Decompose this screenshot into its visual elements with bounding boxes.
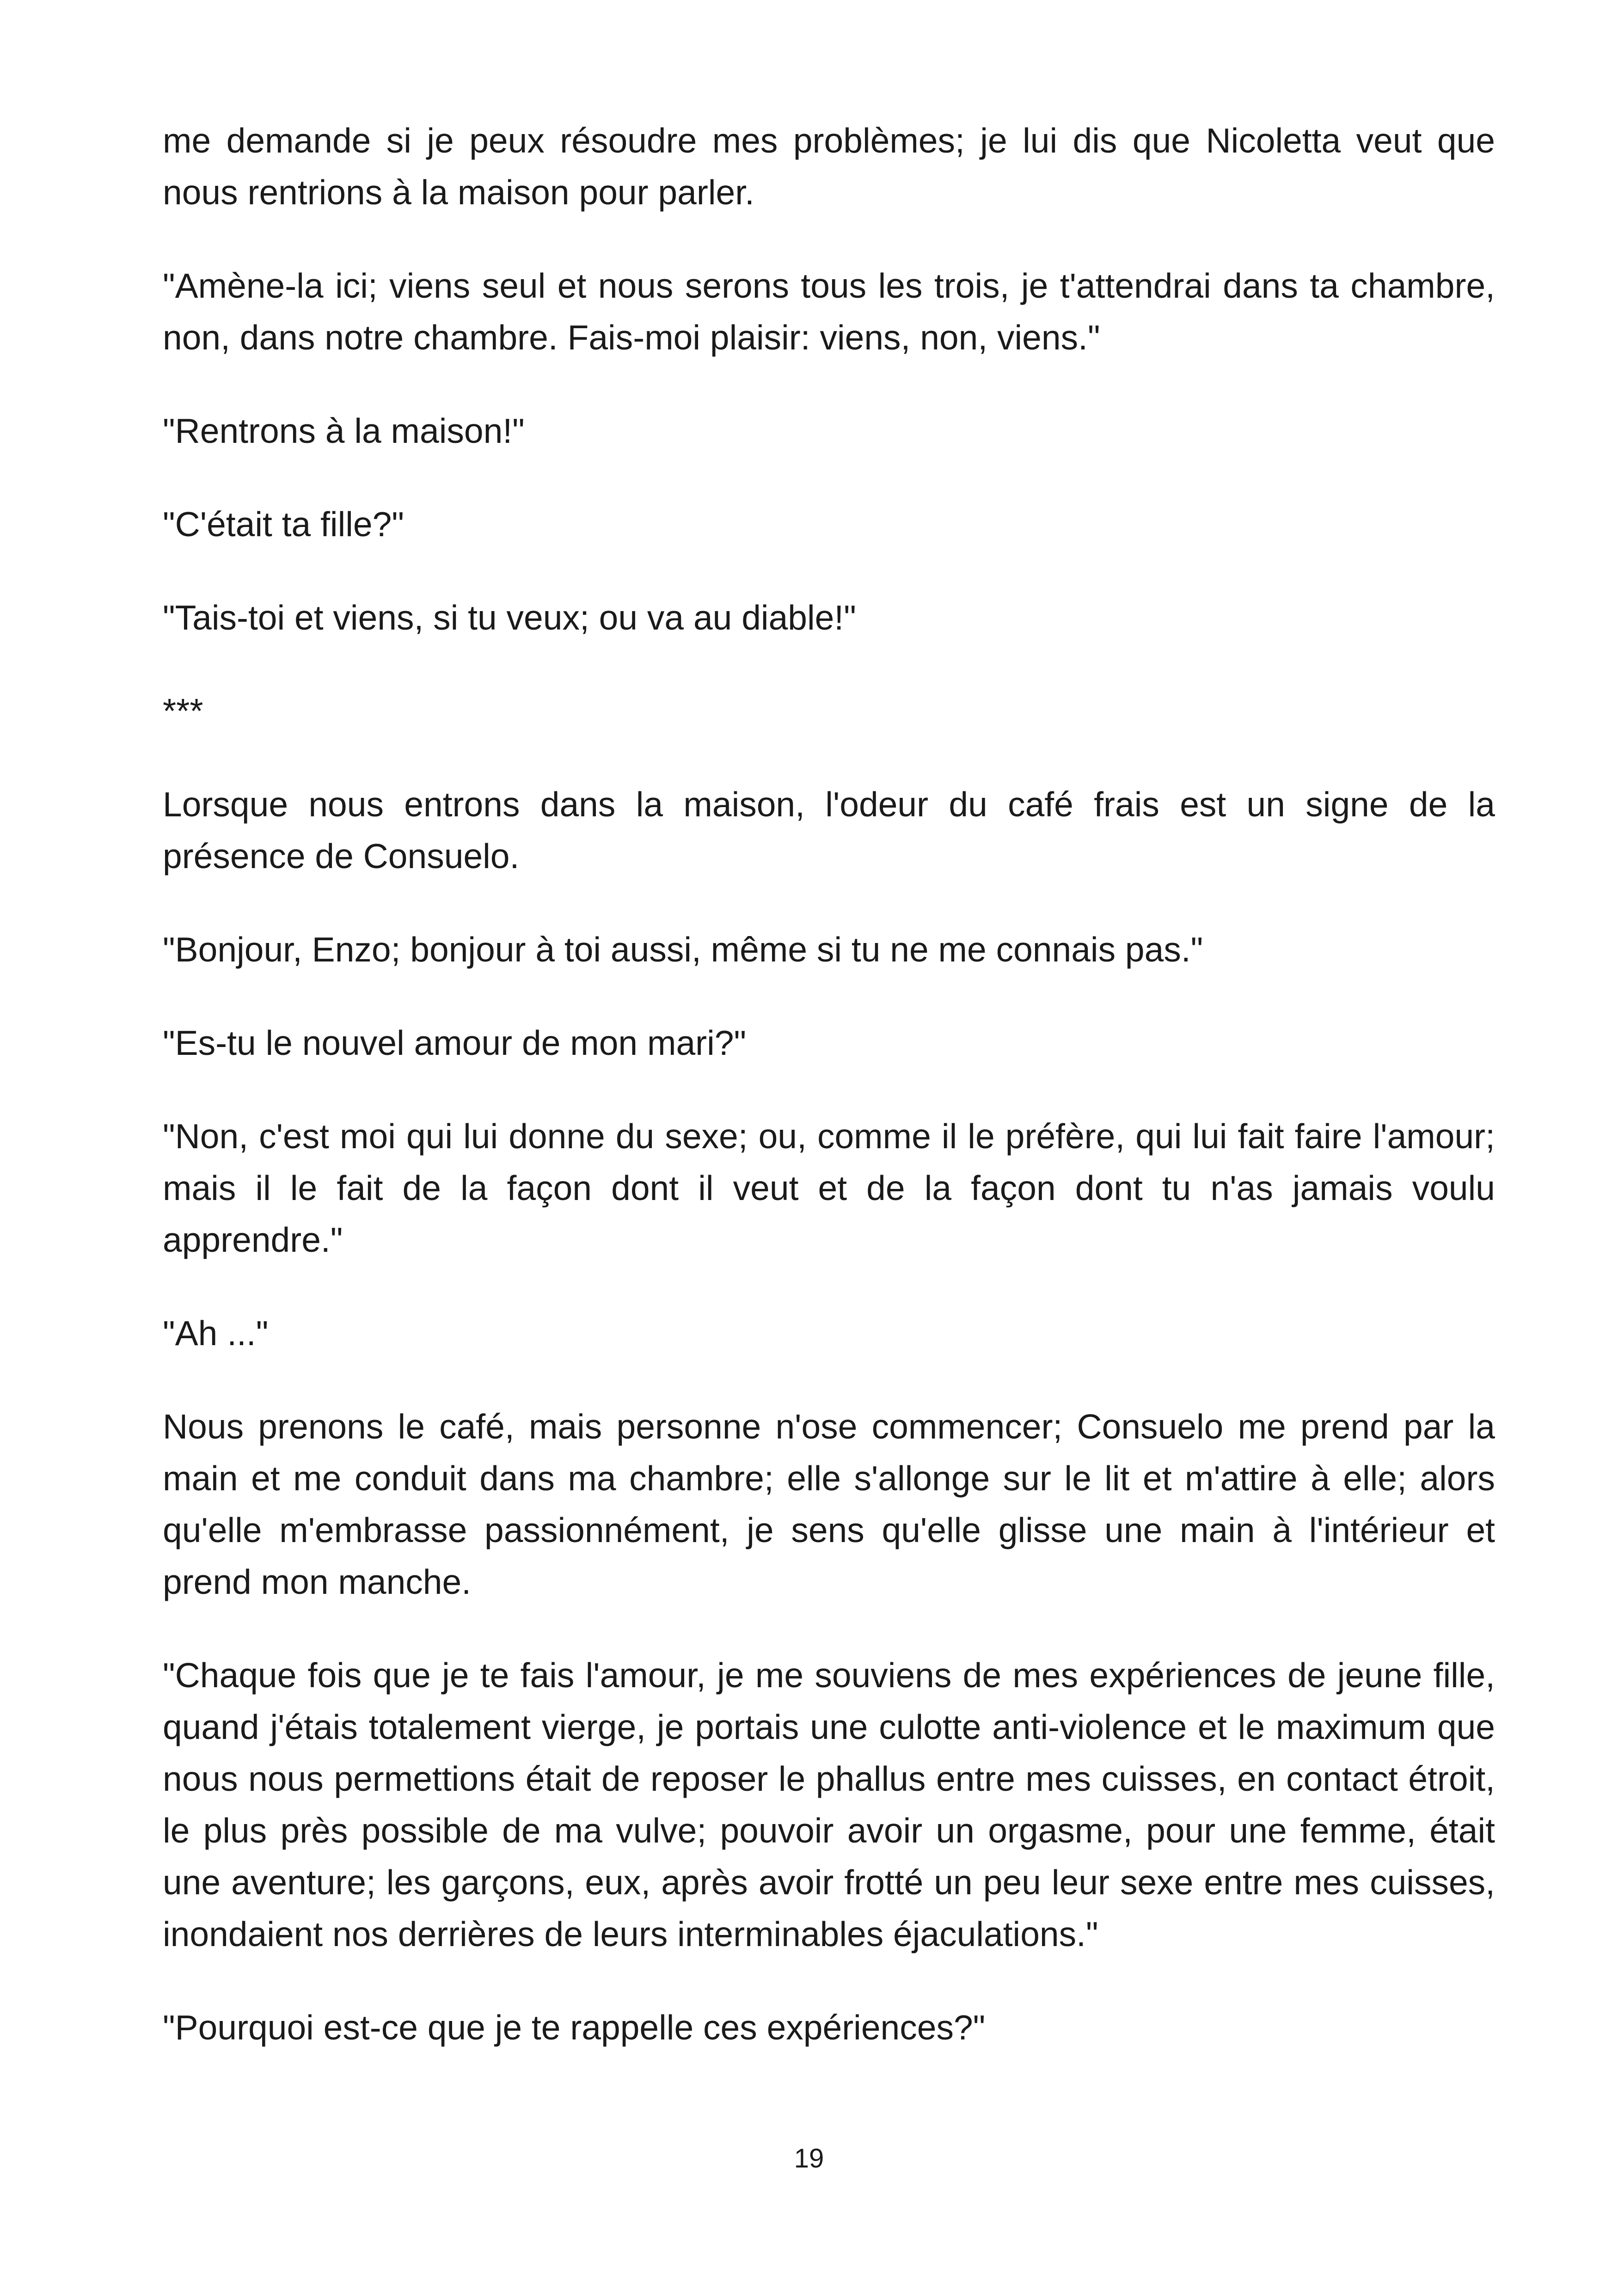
page-number: 19: [794, 2143, 824, 2174]
paragraph: me demande si je peux résoudre mes problèmes; je lui dis que Nicoletta veut que nous rentrions à la maison pour parler.: [163, 121, 1495, 212]
paragraph: "Bonjour, Enzo; bonjour à toi aussi, même si tu ne me connais pas.": [163, 930, 1203, 969]
paragraph: "Ah ...": [163, 1314, 269, 1353]
paragraph: "Pourquoi est-ce que je te rappelle ces expériences?": [163, 2008, 986, 2047]
paragraph: "C'était ta fille?": [163, 505, 404, 544]
section-break: ***: [163, 692, 203, 730]
paragraph: "Non, c'est moi qui lui donne du sexe; ou, comme il le préfère, qui lui fait faire l'amour; mais il le fait de la façon dont il veut et de la façon dont tu n'as jamais voulu apprendre.": [163, 1117, 1495, 1259]
paragraph: "Es-tu le nouvel amour de mon mari?": [163, 1023, 747, 1062]
paragraph: "Rentrons à la maison!": [163, 411, 525, 450]
paragraph: "Amène-la ici; viens seul et nous serons tous les trois, je t'attendrai dans ta chambre, non, dans notre chambre. Fais-moi plaisir: viens, non, viens.": [163, 266, 1495, 357]
paragraph: Lorsque nous entrons dans la maison, l'odeur du café frais est un signe de la présence de Consuelo.: [163, 785, 1495, 876]
paragraph: Nous prenons le café, mais personne n'ose commencer; Consuelo me prend par la main et me conduit dans ma chambre; elle s'allonge sur le lit et m'attire à elle; alors qu'elle m'embrasse passionnément, je sens qu'elle glisse une main à l'intérieur et prend mon manche.: [163, 1407, 1495, 1601]
paragraph: "Tais-toi et viens, si tu veux; ou va au diable!": [163, 598, 856, 637]
body-text: [163, 115, 1495, 2095]
paragraph: "Chaque fois que je te fais l'amour, je me souviens de mes expériences de jeune fille, quand j'étais totalement vierge, je portais une culotte anti-violence et le maximum que nous nous permettions était de reposer le phallus entre mes cuisses, en contact étroit, le plus près possible de ma vulve; pouvoir avoir un orgasme, pour une femme, était une aventure; les garçons, eux, après avoir frotté un peu leur sexe entre mes cuisses, inondaient nos derrières de leurs interminables éjaculations.": [163, 1656, 1495, 1953]
